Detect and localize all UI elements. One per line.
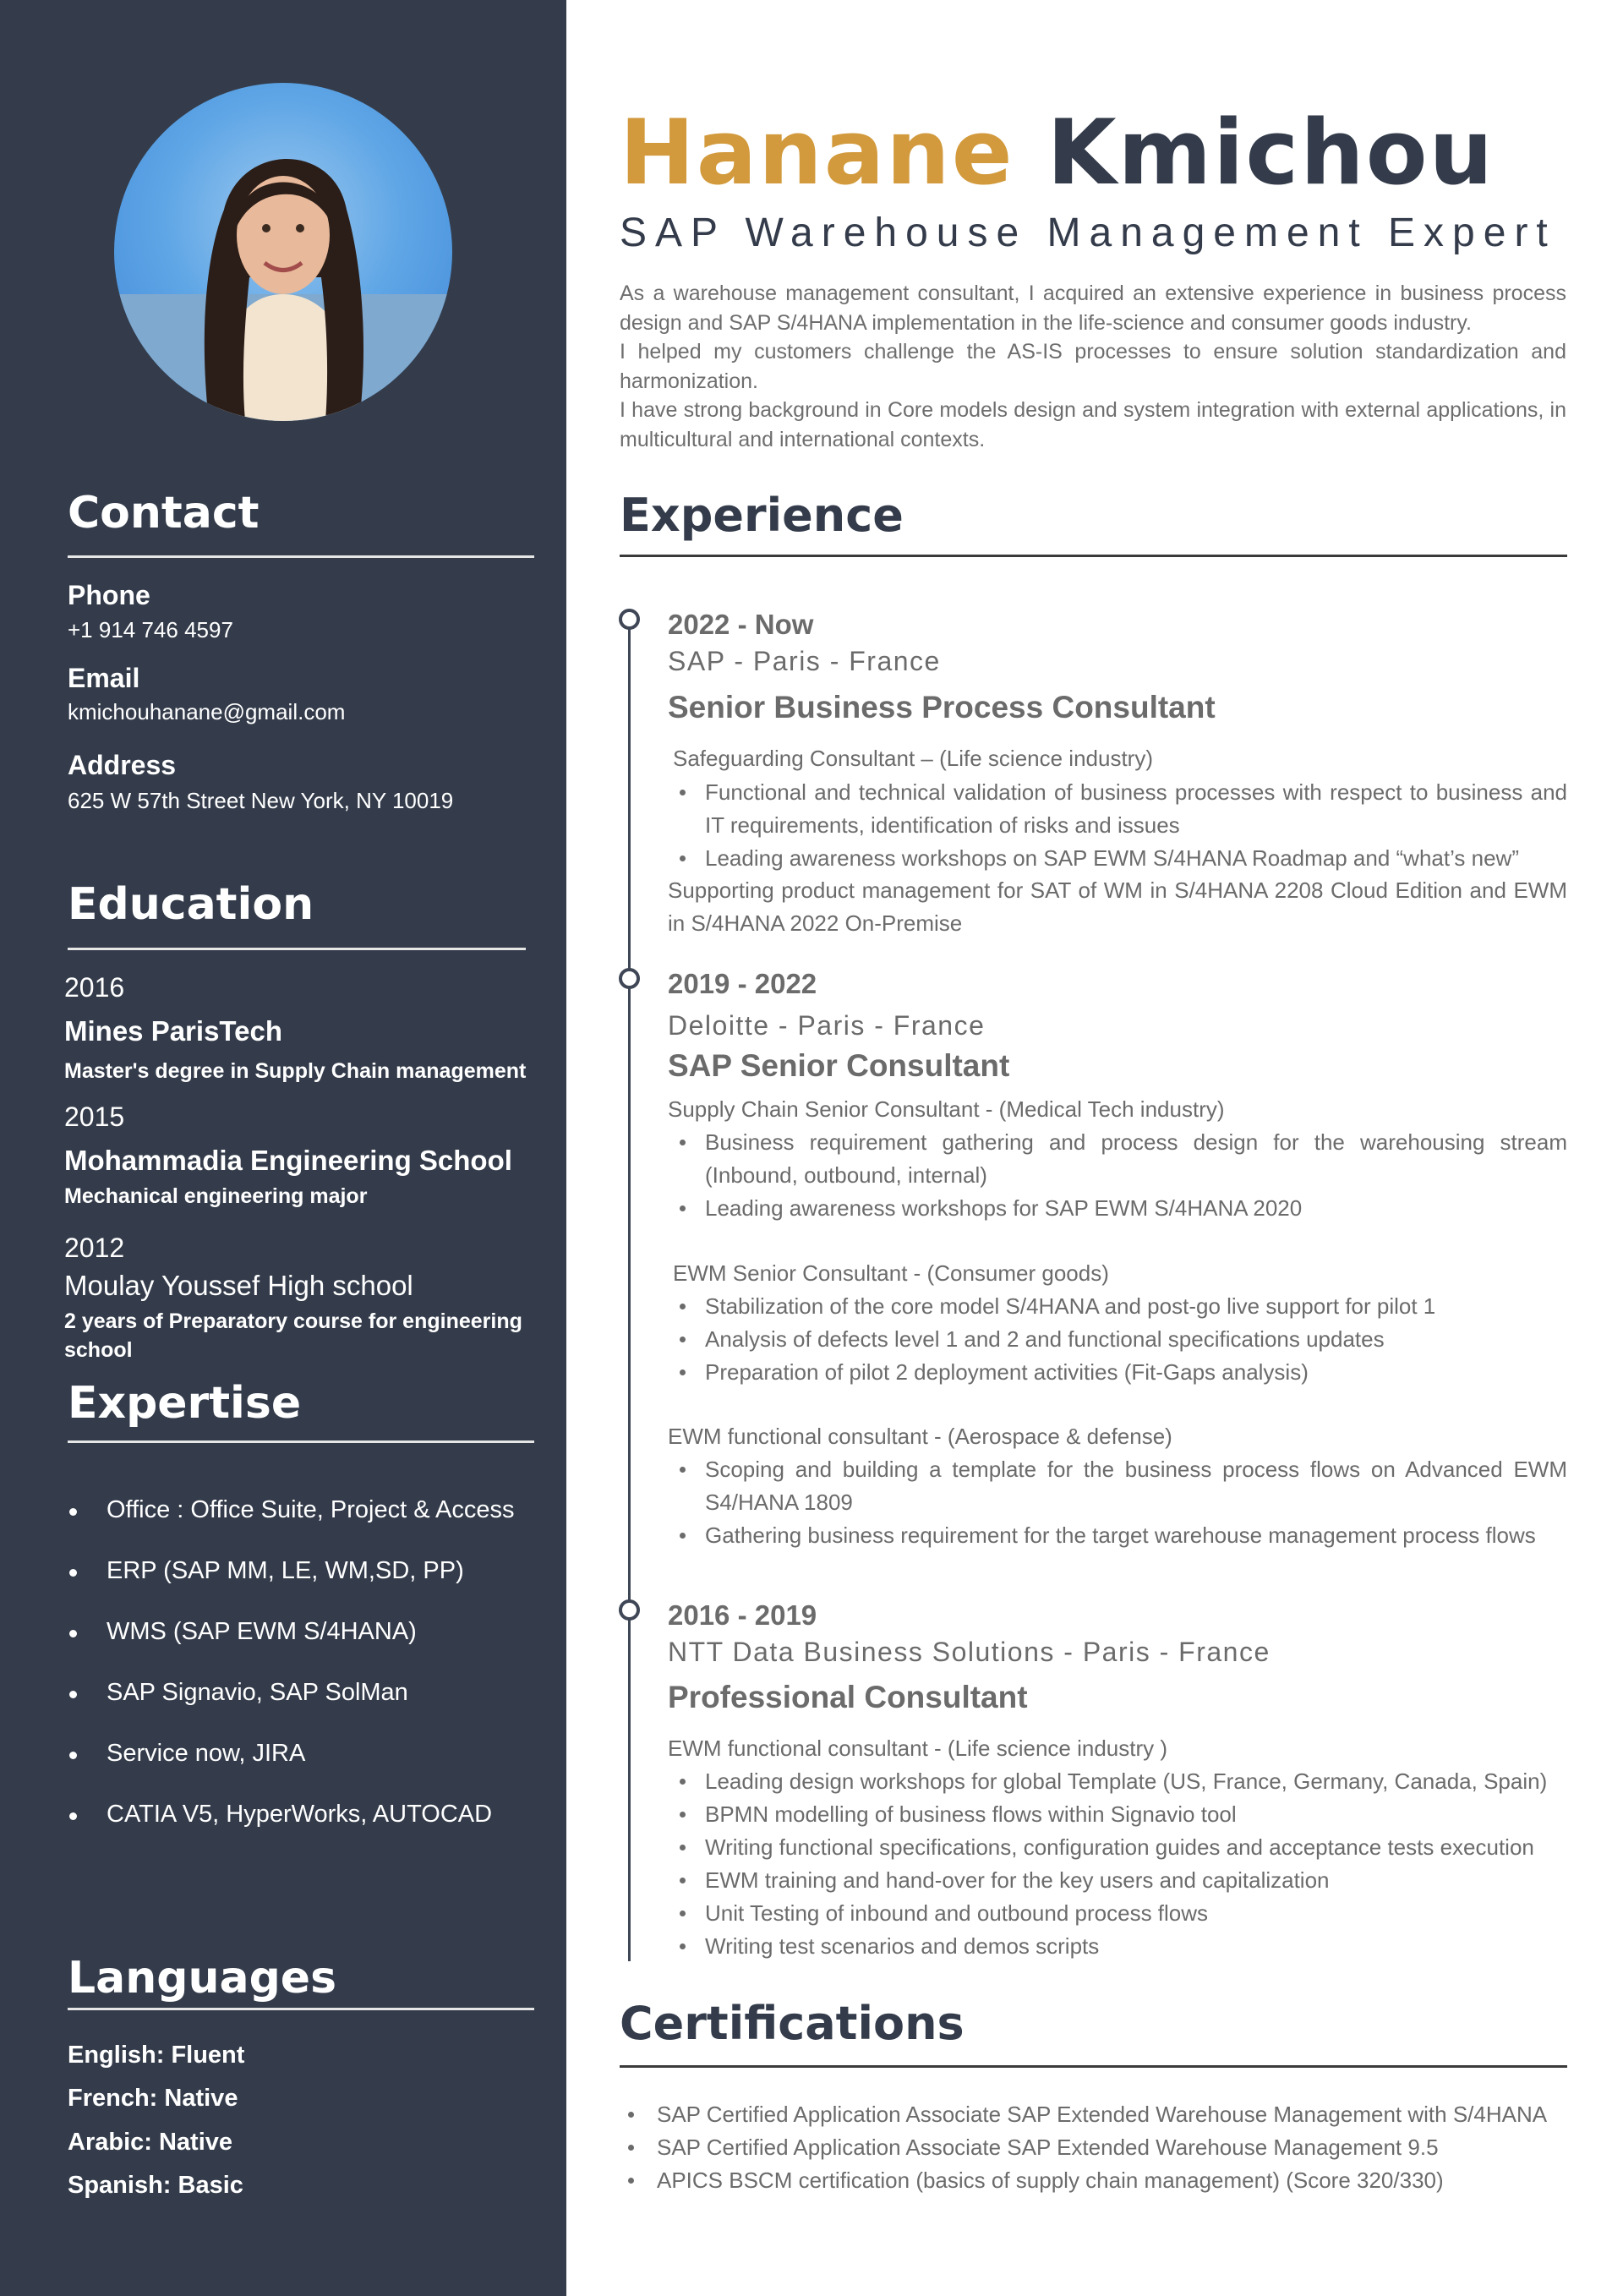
expertise-divider	[68, 1440, 534, 1443]
education-heading: Education	[68, 879, 314, 930]
expertise-heading: Expertise	[68, 1378, 302, 1429]
first-name: Hanane	[620, 101, 1014, 205]
job-bullets	[668, 776, 1567, 875]
address-label: Address	[68, 750, 177, 780]
job-bullet: Writing test scenarios and demos scripts	[668, 1930, 1567, 1963]
contact-heading: Contact	[68, 488, 260, 538]
job-bullet: Scoping and building a template for the business process flows on Advanced EWM S4/HANA 1809	[668, 1453, 1567, 1519]
certification-item: SAP Certified Application Associate SAP Extended Warehouse Management 9.5	[620, 2131, 1567, 2164]
job-paragraph: Supporting product management for SAT of WM in S/4HANA 2208 Cloud Edition and EWM in S/4HANA 2022 On-Premise	[668, 877, 1567, 936]
experience-divider	[620, 555, 1567, 557]
job-bullet: Leading awareness workshops for SAP EWM S/4HANA 2020	[668, 1192, 1567, 1225]
phone-value: +1 914 746 4597	[68, 617, 233, 642]
job-bullet: Gathering business requirement for the target warehouse management process flows	[668, 1519, 1567, 1552]
job-bullet: Leading awareness workshops on SAP EWM S/4HANA Roadmap and “what’s new”	[668, 842, 1567, 875]
profile-photo	[114, 83, 452, 421]
timeline-dot	[619, 609, 640, 630]
sidebar	[0, 0, 566, 2296]
expertise-item: ERP (SAP MM, LE, WM,SD, PP)	[68, 1557, 514, 1618]
education-school: Mines ParisTech	[64, 1015, 282, 1047]
job-bullet: Stabilization of the core model S/4HANA and post-go live support for pilot 1	[668, 1290, 1567, 1323]
summary-paragraph: As a warehouse management consultant, I acquired an extensive experience in business process design and SAP S/4HANA implementation in the life-science and consumer goods industry.	[620, 282, 1566, 335]
education-school: Moulay Youssef High school	[64, 1270, 413, 1301]
expertise-item: SAP Signavio, SAP SolMan	[68, 1679, 514, 1740]
certifications-heading: Certifications	[620, 1997, 965, 2050]
summary-paragraph: I have strong background in Core models design and system integration with external applications, in multicultural and international contexts.	[620, 398, 1566, 451]
address-value: 625 W 57th Street New York, NY 10019	[68, 788, 454, 813]
job-bullets	[668, 1453, 1567, 1552]
job-bullet: Unit Testing of inbound and outbound process flows	[668, 1897, 1567, 1930]
language-item: Arabic: Native	[68, 2129, 233, 2156]
job-company: SAP - Paris - France	[668, 646, 941, 676]
job-role: SAP Warehouse Management Expert	[620, 210, 1556, 255]
certifications-divider	[620, 2065, 1567, 2068]
job-period: 2019 - 2022	[668, 968, 817, 999]
job-bullets	[668, 1126, 1567, 1225]
expertise-item: WMS (SAP EWM S/4HANA)	[68, 1618, 514, 1679]
email-label: Email	[68, 663, 140, 693]
job-bullet: Writing functional specifications, configuration guides and acceptance tests execution	[668, 1831, 1567, 1864]
job-bullet: BPMN modelling of business flows within Signavio tool	[668, 1798, 1567, 1831]
certifications-list	[620, 2098, 1567, 2197]
language-item: English: Fluent	[68, 2042, 245, 2069]
job-title: Professional Consultant	[668, 1680, 1028, 1714]
expertise-item: CATIA V5, HyperWorks, AUTOCAD	[68, 1801, 514, 1861]
job-subtitle: Safeguarding Consultant – (Life science industry)	[673, 746, 1153, 771]
timeline-dot	[619, 968, 640, 989]
job-bullet: Leading design workshops for global Template (US, France, Germany, Canada, Spain)	[668, 1765, 1567, 1798]
job-company: NTT Data Business Solutions - Paris - France	[668, 1637, 1271, 1667]
job-subtitle: EWM Senior Consultant - (Consumer goods)	[673, 1260, 1109, 1286]
education-year: 2012	[64, 1233, 125, 1263]
contact-divider	[68, 555, 534, 558]
education-degree: Master's degree in Supply Chain management	[64, 1059, 527, 1083]
profile-summary	[620, 279, 1566, 454]
education-degree: Mechanical engineering major	[64, 1184, 368, 1208]
expertise-item: Service now, JIRA	[68, 1740, 514, 1801]
experience-heading: Experience	[620, 489, 904, 542]
email-value: kmichouhanane@gmail.com	[68, 699, 346, 724]
job-subtitle: Supply Chain Senior Consultant - (Medical Tech industry)	[668, 1096, 1225, 1122]
expertise-list	[68, 1496, 514, 1861]
job-subtitle: EWM functional consultant - (Aerospace & defense)	[668, 1424, 1172, 1449]
phone-label: Phone	[68, 580, 150, 610]
job-bullet: EWM training and hand-over for the key users and capitalization	[668, 1864, 1567, 1897]
languages-heading: Languages	[68, 1953, 337, 2004]
job-period: 2022 - Now	[668, 609, 814, 640]
education-year: 2015	[64, 1102, 125, 1132]
job-subtitle: EWM functional consultant - (Life science industry )	[668, 1736, 1168, 1761]
portrait-illustration	[114, 83, 452, 421]
job-bullets	[668, 1290, 1567, 1389]
certification-item: APICS BSCM certification (basics of supply chain management) (Score 320/330)	[620, 2164, 1567, 2197]
job-period: 2016 - 2019	[668, 1599, 817, 1631]
job-bullet: Functional and technical validation of business processes with respect to business and IT requirements, identification of risks and issues	[668, 776, 1567, 842]
summary-paragraph: I helped my customers challenge the AS-IS processes to ensure solution standardization and harmonization.	[620, 340, 1566, 393]
job-bullet: Preparation of pilot 2 deployment activities (Fit-Gaps analysis)	[668, 1356, 1567, 1389]
education-degree: 2 years of Preparatory course for engineering school	[64, 1309, 522, 1362]
job-bullets	[668, 1765, 1567, 1963]
timeline-dot	[619, 1599, 640, 1621]
job-bullet: Analysis of defects level 1 and 2 and functional specifications updates	[668, 1323, 1567, 1356]
full-name	[620, 101, 1495, 205]
expertise-item: Office : Office Suite, Project & Access	[68, 1496, 514, 1557]
language-item: Spanish: Basic	[68, 2172, 243, 2199]
job-title: SAP Senior Consultant	[668, 1048, 1010, 1083]
job-title: Senior Business Process Consultant	[668, 690, 1216, 724]
education-year: 2016	[64, 972, 125, 1003]
job-company: Deloitte - Paris - France	[668, 1010, 986, 1041]
education-divider	[68, 948, 526, 950]
certification-item: SAP Certified Application Associate SAP Extended Warehouse Management with S/4HANA	[620, 2098, 1567, 2131]
job-bullet: Business requirement gathering and process design for the warehousing stream (Inbound, outbound, internal)	[668, 1126, 1567, 1192]
language-item: French: Native	[68, 2085, 238, 2112]
timeline-line	[628, 629, 631, 1961]
education-school: Mohammadia Engineering School	[64, 1145, 512, 1176]
last-name: Kmichou	[1046, 101, 1495, 205]
languages-divider	[68, 2008, 534, 2010]
